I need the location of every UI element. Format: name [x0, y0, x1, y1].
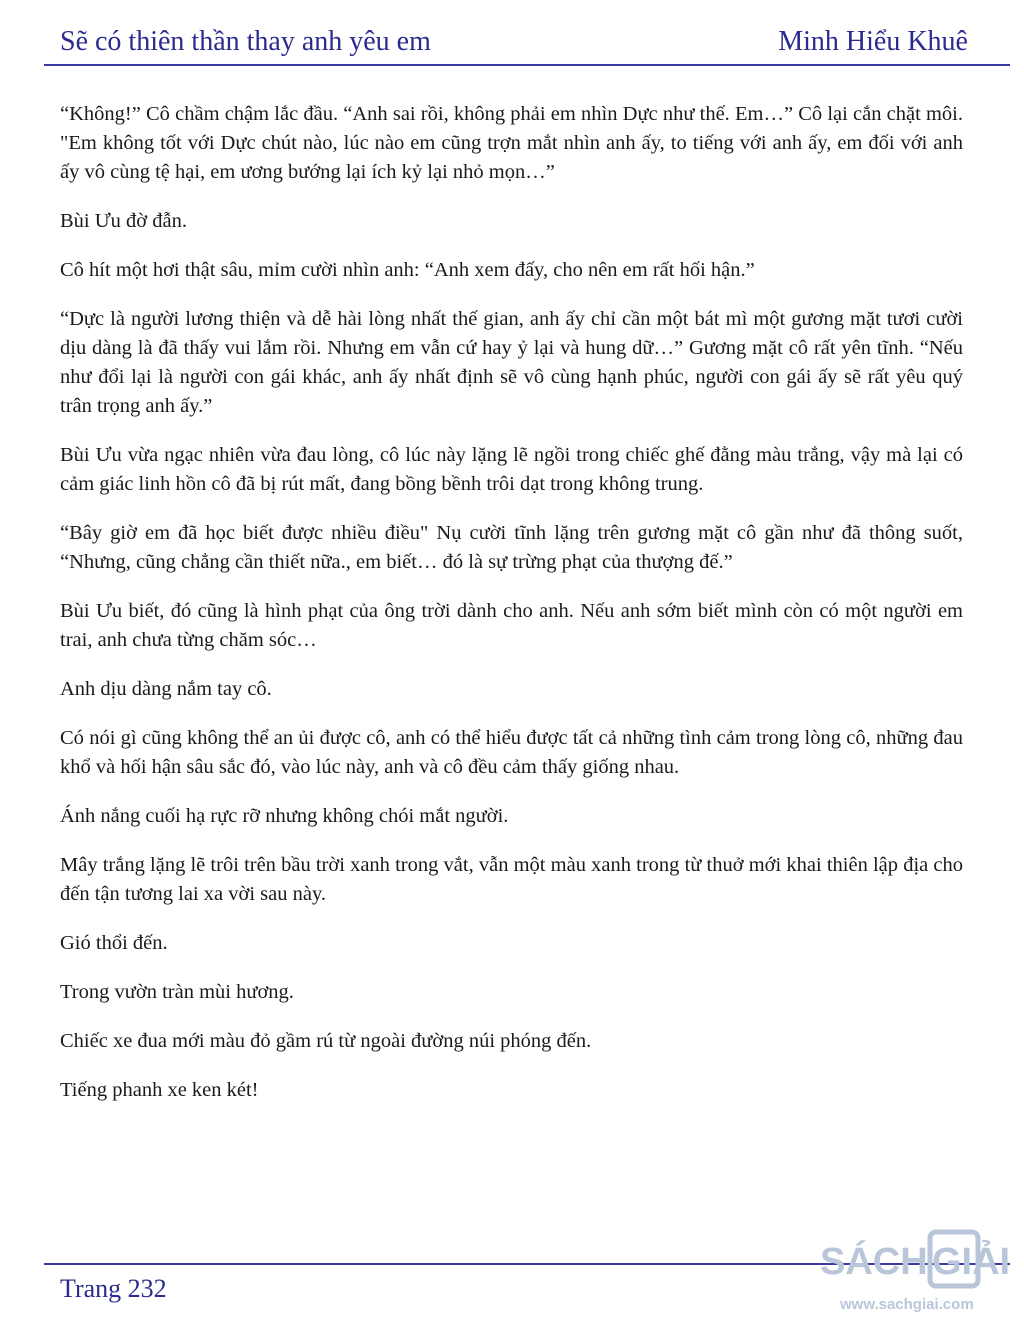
watermark-brand-left: SÁCH: [820, 1241, 928, 1283]
paragraph: Trong vườn tràn mùi hương.: [60, 981, 294, 1003]
watermark-logo-graphic: [818, 1228, 1024, 1298]
paragraph: “Bây giờ em đã học biết được nhiều điều" Nụ cười tĩnh lặng trên gương mặt cô gần như đã thông suốt, “Nhưng, cũng chẳng cần thiết nữa., em biết… đó là sự trừng phạt của thượng đế.”: [60, 522, 963, 573]
book-title: Sẽ có thiên thần thay anh yêu em: [60, 26, 431, 57]
paragraph: Ánh nắng cuối hạ rực rỡ nhưng không chói mắt người.: [60, 805, 509, 827]
paragraph: “Dực là người lương thiện và dễ hài lòng nhất thế gian, anh ấy chỉ cần một bát mì một gương mặt tươi cười dịu dàng là đã thấy vui lắm rồi. Nhưng em vẫn cứ hay ỷ lại và hung dữ…” Gương mặt cô rất yên tĩnh. “Nếu như đổi lại là người con gái khác, anh ấy nhất định sẽ vô cùng hạnh phúc, người con gái ấy sẽ rất yêu quý trân trọng anh ấy.”: [60, 308, 963, 417]
paragraph: Mây trắng lặng lẽ trôi trên bầu trời xanh trong vắt, vẫn một màu xanh trong từ thuở mới khai thiên lập địa cho đến tận tương lai xa vời sau này.: [60, 854, 963, 905]
paragraph: Gió thổi đến.: [60, 932, 168, 954]
paragraph: Có nói gì cũng không thể an ủi được cô, anh có thể hiểu được tất cả những tình cảm trong lòng cô, những đau khổ và hối hận sâu sắc đó, vào lúc này, anh và cô đều cảm thấy giống nhau.: [60, 727, 963, 778]
page-number: Trang 232: [60, 1274, 167, 1303]
paragraph: “Không!” Cô chầm chậm lắc đầu. “Anh sai rồi, không phải em nhìn Dực như thế. Em…” Cô lại cắn chặt môi. "Em không tốt với Dực chút nào, lúc nào em cũng trợn mắt nhìn anh ấy, to tiếng với anh ấy, em đối với anh ấy vô cùng tệ hại, em ương bướng lại ích kỷ lại nhỏ mọn…”: [60, 103, 963, 183]
paragraph: Bùi Ưu vừa ngạc nhiên vừa đau lòng, cô lúc này lặng lẽ ngồi trong chiếc ghế đằng màu trắng, vậy mà lại có cảm giác linh hồn cô đã bị rút mất, đang bồng bềnh trôi dạt trong không trung.: [60, 444, 963, 495]
page-body: [60, 100, 963, 1125]
header-divider: [44, 64, 1010, 66]
paragraph: Tiếng phanh xe ken két!: [60, 1079, 259, 1101]
paragraph: Chiếc xe đua mới màu đỏ gầm rú từ ngoài đường núi phóng đến.: [60, 1030, 592, 1052]
author-name: Minh Hiểu Khuê: [778, 26, 968, 57]
paragraph: Bùi Ưu đờ đẫn.: [60, 210, 187, 232]
watermark-logo: [818, 1228, 1024, 1320]
page-header: [60, 22, 968, 62]
paragraph: Cô hít một hơi thật sâu, mỉm cười nhìn anh: “Anh xem đấy, cho nên em rất hối hận.”: [60, 259, 755, 281]
paragraph: Anh dịu dàng nắm tay cô.: [60, 678, 272, 700]
watermark-brand-right: GIẢI: [932, 1241, 1011, 1283]
watermark-url: www.sachgiai.com: [840, 1296, 974, 1313]
paragraph: Bùi Ưu biết, đó cũng là hình phạt của ông trời dành cho anh. Nếu anh sớm biết mình còn có một người em trai, anh chưa từng chăm sóc…: [60, 600, 963, 651]
